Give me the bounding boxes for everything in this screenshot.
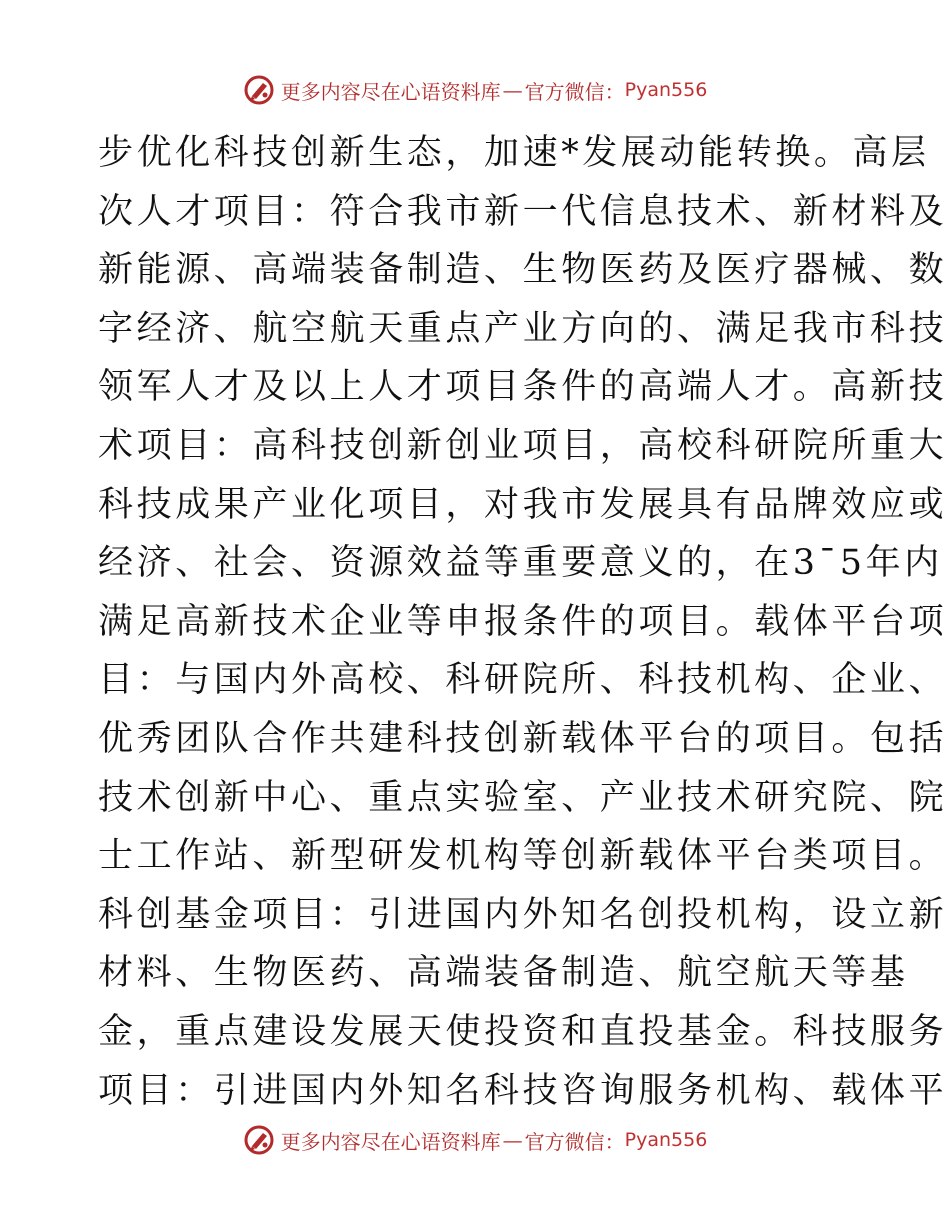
text-line: 满足高新技术企业等申报条件的项目。载体平台项 (98, 601, 948, 642)
document-body (98, 124, 948, 1120)
watermark-account: Pyan556 (624, 1129, 708, 1151)
text-line: 技术创新中心、重点实验室、产业技术研究院、院 (98, 777, 948, 818)
text-line: 目：与国内外高校、科研院所、科技机构、企业、 (98, 660, 948, 701)
watermark-brand: 更多内容尽在心语资料库 (280, 79, 501, 104)
watermark-separator: — (502, 1128, 523, 1152)
text-line: 字经济、航空航天重点产业方向的、满足我市科技 (98, 308, 948, 349)
text-line: 新能源、高端装备制造、生物医药及医疗器械、数 (98, 250, 948, 291)
pen-logo-icon (243, 1124, 275, 1156)
text-line: 科创基金项目：引进国内外知名创投机构，设立新 (98, 894, 948, 935)
text-line: 金，重点建设发展天使投资和直投基金。科技服务 (98, 1011, 948, 1052)
watermark-account: Pyan556 (624, 79, 708, 101)
text-line: 次人才项目：符合我市新一代信息技术、新材料及 (98, 191, 948, 232)
text-line: 经济、社会、资源效益等重要意义的，在3¯5年内 (98, 543, 943, 584)
watermark-brand: 更多内容尽在心语资料库 (280, 1129, 501, 1154)
text-line: 优秀团队合作共建科技创新载体平台的项目。包括 (98, 718, 948, 759)
text-line: 领军人才及以上人才项目条件的高端人才。高新技 (98, 367, 948, 408)
text-line: 材料、生物医药、高端装备制造、航空航天等基 (98, 953, 909, 994)
header-watermark (0, 70, 950, 110)
watermark-separator: — (502, 78, 523, 102)
text-line: 科技成果产业化项目，对我市发展具有品牌效应或 (98, 484, 948, 525)
text-line: 士工作站、新型研发机构等创新载体平台类项目。 (98, 836, 948, 877)
pen-logo-icon (243, 74, 275, 106)
footer-watermark (0, 1120, 950, 1160)
text-line: 术项目：高科技创新创业项目，高校科研院所重大 (98, 425, 948, 466)
text-line: 项目：引进国内外知名科技咨询服务机构、载体平 (98, 1070, 948, 1111)
watermark-label: 官方微信： (524, 1129, 625, 1154)
watermark-label: 官方微信： (524, 79, 625, 104)
text-line: 步优化科技创新生态，加速*发展动能转换。高层 (98, 133, 930, 173)
